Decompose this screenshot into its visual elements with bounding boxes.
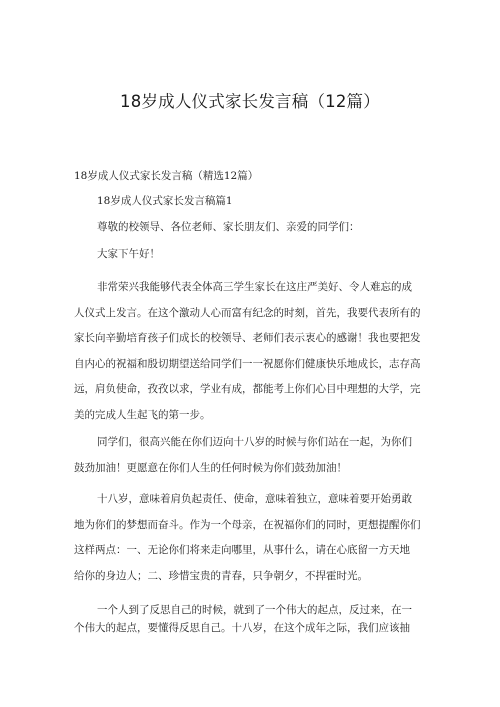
document-subtitle: 18岁成人仪式家长发言稿（精选12篇） xyxy=(74,170,259,182)
paragraph-1 xyxy=(74,275,421,429)
paragraph-2-line: 鼓劲加油！更愿意在你们人生的任何时候为你们鼓劲加油！ xyxy=(74,461,347,474)
paragraph-1-line: 美的完成人生起飞的第一步。 xyxy=(74,408,211,421)
paragraph-1-line: 远，肩负使命，孜孜以求，学业有成，都能考上你们心目中理想的大学，完 xyxy=(74,383,421,396)
paragraph-1-line: 人仪式上发言。在这个激动人心而富有纪念的时刻，首先，我要代表所有的 xyxy=(74,306,421,319)
paragraph-4-line: 个伟大的起点，要懂得反思自己。十八岁，在这个成年之际，我们应该抽 xyxy=(74,622,410,634)
paragraph-2-line: 同学们，很高兴能在你们迈向十八岁的时候与你们站在一起，为你们 xyxy=(97,436,412,448)
hello-line: 大家下午好！ xyxy=(97,248,160,260)
paragraph-3-line: 这样两点：一、无论你们将来走向哪里，从事什么，请在心底留一方天地 xyxy=(74,544,410,557)
paragraph-1-line: 自内心的祝福和殷切期望送给同学们一一祝愿你们健康快乐地成长，志存高 xyxy=(74,357,421,370)
section-title: 18岁成人仪式家长发言稿篇1 xyxy=(97,195,233,207)
paragraph-3-line: 地为你们的梦想而奋斗。作为一个母亲，在祝福你们的同时，更想提醒你们 xyxy=(74,518,421,531)
paragraph-1-line: 非常荣兴我能够代表全体高三学生家长在这庄严美好、令人难忘的成 xyxy=(97,281,412,293)
paragraph-3 xyxy=(74,487,421,589)
paragraph-3-line: 十八岁，意味着肩负起责任、使命，意味着独立，意味着要开始勇敢 xyxy=(97,493,412,505)
paragraph-4-line: 一个人到了反思自己的时候，就到了一个伟大的起点，反过来，在一 xyxy=(97,604,412,616)
paragraph-2 xyxy=(74,430,412,481)
paragraph-1-line: 家长向辛勤培育孩子们成长的校领导、老师们表示衷心的感谢！我也要把发 xyxy=(74,332,421,345)
paragraph-4 xyxy=(74,601,412,637)
paragraph-3-line: 给你的身边人；二、珍惜宝贵的青春，只争朝夕，不捍霍时光。 xyxy=(74,569,368,582)
document-title: 18岁成人仪式家长发言稿（12篇） xyxy=(120,92,380,111)
greeting-line: 尊敬的校领导、各位老师、家长朋友们、亲爱的同学们： xyxy=(97,221,360,233)
